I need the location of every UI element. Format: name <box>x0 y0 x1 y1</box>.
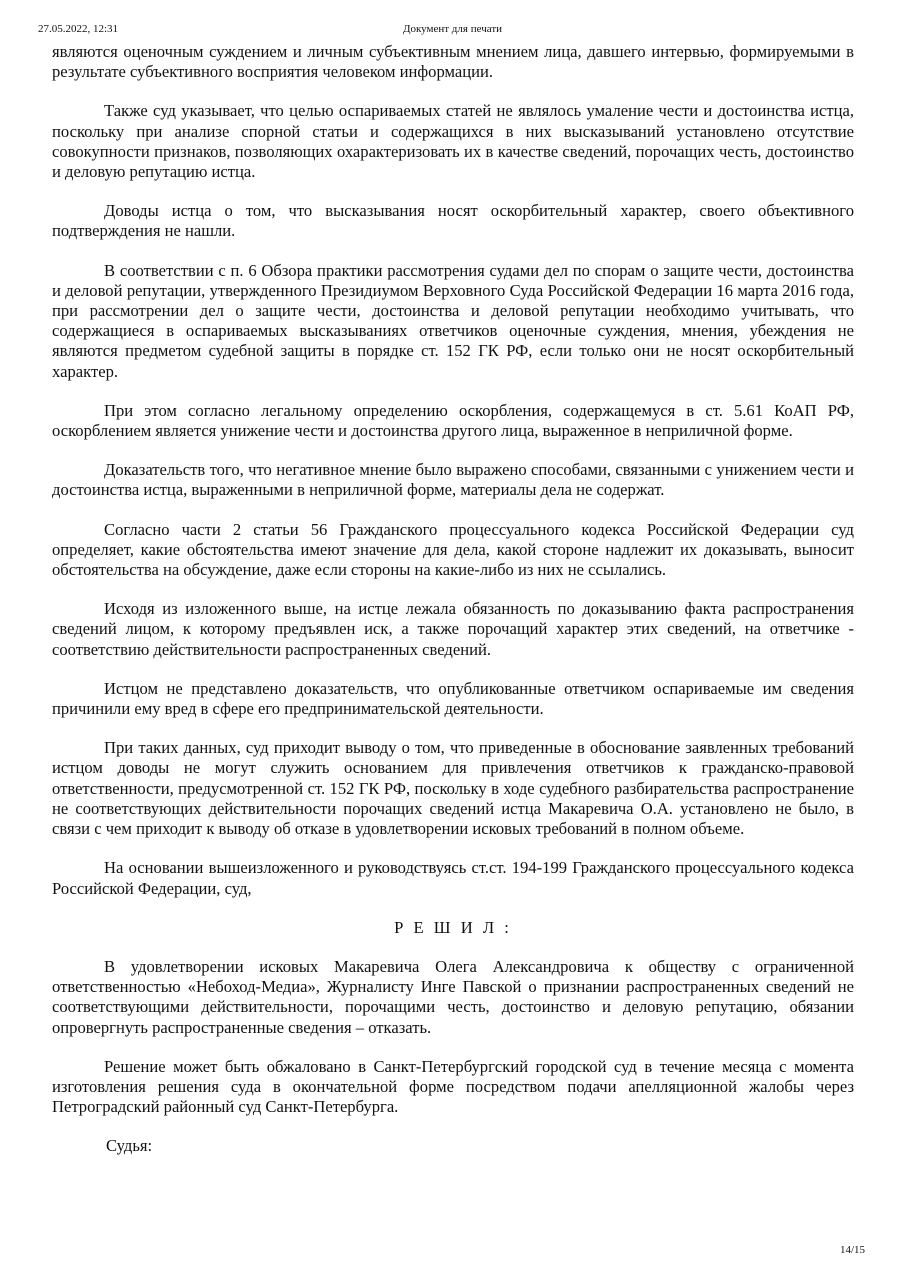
paragraph: На основании вышеизложенного и руководствуясь ст.ст. 194-199 Гражданского процессуального кодекса Российской Федерации, суд, <box>52 858 854 898</box>
paragraph: Доказательств того, что негативное мнение было выражено способами, связанными с унижением чести и достоинства истца, выраженными в неприличной форме, материалы дела не содержат. <box>52 460 854 500</box>
print-header-title: Документ для печати <box>402 23 503 35</box>
paragraph: Исходя из изложенного выше, на истце лежала обязанность по доказыванию факта распространения сведений лицом, к которому предъявлен иск, а также порочащий характер этих сведений, на ответчике - соответствию действительности распространенных сведений. <box>52 599 854 659</box>
paragraph: Истцом не представлено доказательств, что опубликованные ответчиком оспариваемые им сведения причинили ему вред в сфере его предпринимательской деятельности. <box>52 678 854 719</box>
paragraph: Также суд указывает, что целью оспариваемых статей не являлось умаление чести и достоинства истца, поскольку при анализе спорной статьи и содержащихся в них высказываний установлено отсутствие совокупности признаков, позволяющих охарактеризовать их в качестве сведений, порочащих честь, достоинство и деловую репутацию истца. <box>52 101 854 182</box>
decision-paragraph: В удовлетворении исковых Макаревича Олега Александровича к обществу с ограниченной ответственностью «Небоход-Медиа», Журналисту Инге Павской о признании распространенных сведений не соответствующими действительности, порочащими честь, достоинство и деловую репутацию, обязании опровергнуть распространенные сведения – отказать. <box>52 956 854 1037</box>
signature-label: Судья: <box>106 1136 153 1156</box>
paragraph: Согласно части 2 статьи 56 Гражданского процессуального кодекса Российской Федерации суд определяет, какие обстоятельства имеют значение для дела, какой стороне надлежит их доказывать, выносит обстоятельства на обсуждение, даже если стороны на какие-либо из них не ссылались. <box>52 519 854 580</box>
decision-paragraph: Решение может быть обжаловано в Санкт-Петербургский городской суд в течение месяца с момента изготовления решения суда в окончательной форме посредством подачи апелляционной жалобы через Петроградский районный суд Санкт-Петербурга. <box>52 1056 854 1117</box>
document-body <box>52 42 854 1176</box>
print-datetime: 27.05.2022, 12:31 <box>38 23 119 35</box>
paragraph: Доводы истца о том, что высказывания носят оскорбительный характер, своего объективного подтверждения не нашли. <box>52 201 854 241</box>
decision-heading: Р Е Ш И Л : <box>394 917 512 937</box>
paragraph: являются оценочным суждением и личным субъективным мнением лица, давшего интервью, формируемыми в результате субъективного восприятия человеком информации. <box>52 42 854 82</box>
paragraph: При таких данных, суд приходит выводу о том, что приведенные в обоснование заявленных требований истцом доводы не могут служить основанием для привлечения ответчиков к гражданско-правовой ответственности, предусмотренной ст. 152 ГК РФ, поскольку в ходе судебного разбирательства распространение не соответствующих действительности порочащих сведений истца Макаревича О.А. установлено не было, в связи с чем приходит к выводу об отказе в удовлетворении исковых требований в полном объеме. <box>52 738 854 839</box>
print-header <box>0 22 905 36</box>
page-number: 14/15 <box>839 1244 865 1256</box>
paragraph: В соответствии с п. 6 Обзора практики рассмотрения судами дел по спорам о защите чести, достоинства и деловой репутации, утвержденного Президиумом Верховного Суда Российской Федерации 16 марта 2016 года, при рассмотрении дел о защите чести, достоинства и деловой репутации необходимо учитывать, что содержащиеся в оспариваемых высказываниях ответчиков оценочные суждения, мнения, убеждения не являются предметом судебной защиты в порядке ст. 152 ГК РФ, если только они не носят оскорбительный характер. <box>52 260 854 381</box>
paragraph: При этом согласно легальному определению оскорбления, содержащемуся в ст. 5.61 КоАП РФ, оскорблением является унижение чести и достоинства другого лица, выраженное в неприличной форме. <box>52 400 854 441</box>
